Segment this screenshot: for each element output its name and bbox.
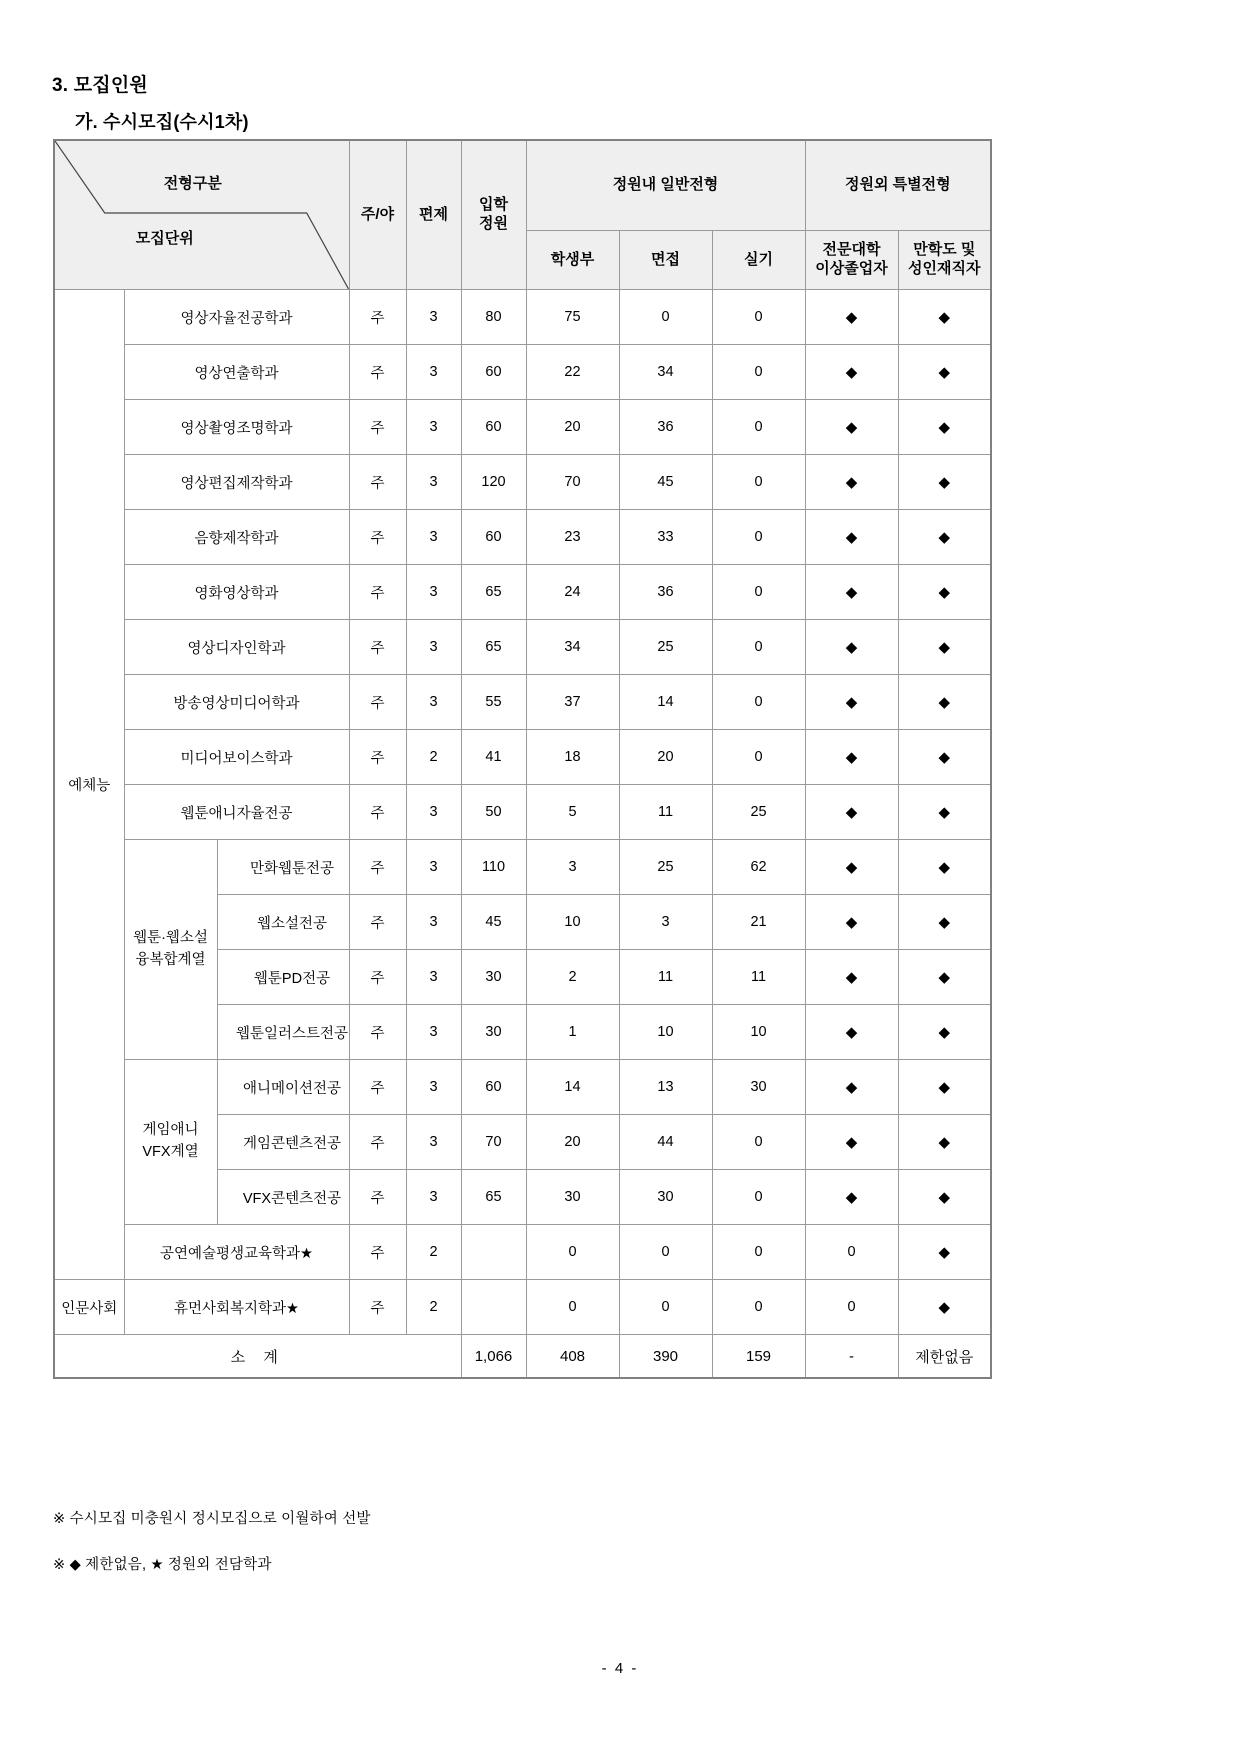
school-record-cell: 23 xyxy=(526,510,619,565)
adult-worker-cell: ◆ xyxy=(898,730,991,785)
header-college-graduate xyxy=(805,231,898,290)
interview-cell: 0 xyxy=(619,290,712,345)
years-cell: 3 xyxy=(406,290,461,345)
adult-worker-cell: ◆ xyxy=(898,1170,991,1225)
header-quota-line1: 입학 xyxy=(479,196,508,214)
day-night-cell: 주 xyxy=(349,345,406,400)
adult-worker-cell: ◆ xyxy=(898,620,991,675)
practical-cell: 0 xyxy=(712,1115,805,1170)
years-cell: 2 xyxy=(406,730,461,785)
footnote-carryover: ※ 수시모집 미충원시 정시모집으로 이월하여 선발 xyxy=(53,1511,371,1527)
admissions-quota-table xyxy=(53,139,992,1379)
day-night-cell: 주 xyxy=(349,1280,406,1335)
interview-cell: 30 xyxy=(619,1170,712,1225)
day-night-cell: 주 xyxy=(349,400,406,455)
years-cell: 3 xyxy=(406,455,461,510)
subsection-heading: 가. 수시모집(수시1차) xyxy=(75,112,249,132)
practical-cell: 0 xyxy=(712,290,805,345)
quota-cell: 60 xyxy=(461,345,526,400)
table-row xyxy=(54,1280,991,1335)
table-row xyxy=(54,510,991,565)
day-night-cell: 주 xyxy=(349,290,406,345)
years-cell: 3 xyxy=(406,840,461,895)
header-college-graduate-line2: 이상졸업자 xyxy=(815,260,888,277)
interview-cell: 25 xyxy=(619,840,712,895)
header-college-graduate-line1: 전문대학 xyxy=(822,241,881,259)
group-cell-game-ani-vfx xyxy=(124,1060,217,1225)
years-cell: 2 xyxy=(406,1280,461,1335)
school-record-cell: 0 xyxy=(526,1280,619,1335)
practical-cell: 25 xyxy=(712,785,805,840)
practical-cell: 62 xyxy=(712,840,805,895)
unit-cell: 휴먼사회복지학과★ xyxy=(124,1280,349,1335)
adult-worker-cell: ◆ xyxy=(898,510,991,565)
header-practical: 실기 xyxy=(712,231,805,290)
header-school-record: 학생부 xyxy=(526,231,619,290)
college-graduate-cell: ◆ xyxy=(805,1115,898,1170)
college-graduate-cell: ◆ xyxy=(805,840,898,895)
practical-cell: 10 xyxy=(712,1005,805,1060)
years-cell: 3 xyxy=(406,1170,461,1225)
practical-cell: 11 xyxy=(712,950,805,1005)
unit-cell: 영상자율전공학과 xyxy=(124,290,349,345)
table-row xyxy=(54,730,991,785)
college-graduate-cell: ◆ xyxy=(805,455,898,510)
unit-cell: 영상디자인학과 xyxy=(124,620,349,675)
college-graduate-cell: 0 xyxy=(805,1225,898,1280)
adult-worker-cell: ◆ xyxy=(898,1115,991,1170)
adult-worker-cell: ◆ xyxy=(898,1280,991,1335)
school-record-cell: 20 xyxy=(526,400,619,455)
interview-cell: 20 xyxy=(619,730,712,785)
header-special-admission-group: 정원외 특별전형 xyxy=(805,140,991,231)
unit-cell: 애니메이션전공 xyxy=(217,1060,349,1115)
quota-cell: 55 xyxy=(461,675,526,730)
school-record-cell: 2 xyxy=(526,950,619,1005)
total-school-record-cell: 408 xyxy=(526,1335,619,1379)
group-label-line2: 융복합계열 xyxy=(135,951,206,968)
diagonal-divider-icon xyxy=(55,141,349,289)
quota-cell: 70 xyxy=(461,1115,526,1170)
unit-cell: 공연예술평생교육학과★ xyxy=(124,1225,349,1280)
years-cell: 3 xyxy=(406,785,461,840)
interview-cell: 34 xyxy=(619,345,712,400)
college-graduate-cell: ◆ xyxy=(805,510,898,565)
school-record-cell: 75 xyxy=(526,290,619,345)
years-cell: 3 xyxy=(406,565,461,620)
adult-worker-cell: ◆ xyxy=(898,950,991,1005)
unit-cell: 방송영상미디어학과 xyxy=(124,675,349,730)
quota-cell: 65 xyxy=(461,620,526,675)
quota-cell: 110 xyxy=(461,840,526,895)
day-night-cell: 주 xyxy=(349,565,406,620)
quota-cell: 60 xyxy=(461,1060,526,1115)
table-row xyxy=(54,785,991,840)
quota-cell: 30 xyxy=(461,950,526,1005)
years-cell: 3 xyxy=(406,1060,461,1115)
header-adult-worker-line1: 만학도 및 xyxy=(913,241,976,259)
quota-cell: 50 xyxy=(461,785,526,840)
unit-cell: 게임콘텐츠전공 xyxy=(217,1115,349,1170)
adult-worker-cell: ◆ xyxy=(898,840,991,895)
school-record-cell: 0 xyxy=(526,1225,619,1280)
years-cell: 3 xyxy=(406,620,461,675)
group-label-line2: VFX계열 xyxy=(142,1144,199,1160)
header-label-recruit-unit: 모집단위 xyxy=(135,230,194,247)
college-graduate-cell: ◆ xyxy=(805,1170,898,1225)
adult-worker-cell: ◆ xyxy=(898,1060,991,1115)
school-record-cell: 3 xyxy=(526,840,619,895)
total-college-graduate-cell: - xyxy=(805,1335,898,1379)
table-row xyxy=(54,345,991,400)
section-heading: 3. 모집인원 xyxy=(52,75,148,96)
category-cell-arts: 예체능 xyxy=(54,290,124,1280)
unit-cell: 음향제작학과 xyxy=(124,510,349,565)
quota-cell: 41 xyxy=(461,730,526,785)
college-graduate-cell: ◆ xyxy=(805,730,898,785)
interview-cell: 44 xyxy=(619,1115,712,1170)
group-label-line1: 웹툰·웹소설 xyxy=(133,929,208,946)
quota-cell: 60 xyxy=(461,510,526,565)
day-night-cell: 주 xyxy=(349,840,406,895)
college-graduate-cell: ◆ xyxy=(805,400,898,455)
practical-cell: 30 xyxy=(712,1060,805,1115)
practical-cell: 0 xyxy=(712,1225,805,1280)
school-record-cell: 1 xyxy=(526,1005,619,1060)
header-quota-line2: 정원 xyxy=(479,215,508,232)
school-record-cell: 34 xyxy=(526,620,619,675)
practical-cell: 0 xyxy=(712,345,805,400)
practical-cell: 21 xyxy=(712,895,805,950)
day-night-cell: 주 xyxy=(349,785,406,840)
adult-worker-cell: ◆ xyxy=(898,455,991,510)
years-cell: 3 xyxy=(406,950,461,1005)
years-cell: 3 xyxy=(406,510,461,565)
adult-worker-cell: ◆ xyxy=(898,1005,991,1060)
interview-cell: 33 xyxy=(619,510,712,565)
college-graduate-cell: ◆ xyxy=(805,620,898,675)
unit-cell: VFX콘텐츠전공 xyxy=(217,1170,349,1225)
years-cell: 3 xyxy=(406,400,461,455)
header-years: 편제 xyxy=(406,140,461,290)
unit-cell: 웹툰애니자율전공 xyxy=(124,785,349,840)
school-record-cell: 10 xyxy=(526,895,619,950)
years-cell: 3 xyxy=(406,895,461,950)
practical-cell: 0 xyxy=(712,1280,805,1335)
years-cell: 3 xyxy=(406,345,461,400)
practical-cell: 0 xyxy=(712,510,805,565)
quota-cell xyxy=(461,1280,526,1335)
day-night-cell: 주 xyxy=(349,1225,406,1280)
adult-worker-cell: ◆ xyxy=(898,1225,991,1280)
school-record-cell: 18 xyxy=(526,730,619,785)
interview-cell: 25 xyxy=(619,620,712,675)
school-record-cell: 24 xyxy=(526,565,619,620)
practical-cell: 0 xyxy=(712,620,805,675)
college-graduate-cell: ◆ xyxy=(805,950,898,1005)
header-quota xyxy=(461,140,526,290)
practical-cell: 0 xyxy=(712,400,805,455)
years-cell: 3 xyxy=(406,1115,461,1170)
interview-cell: 11 xyxy=(619,785,712,840)
college-graduate-cell: ◆ xyxy=(805,675,898,730)
interview-cell: 36 xyxy=(619,400,712,455)
quota-cell xyxy=(461,1225,526,1280)
table-row xyxy=(54,565,991,620)
adult-worker-cell: ◆ xyxy=(898,400,991,455)
college-graduate-cell: ◆ xyxy=(805,565,898,620)
interview-cell: 13 xyxy=(619,1060,712,1115)
years-cell: 3 xyxy=(406,1005,461,1060)
table-row xyxy=(54,290,991,345)
years-cell: 2 xyxy=(406,1225,461,1280)
day-night-cell: 주 xyxy=(349,1170,406,1225)
day-night-cell: 주 xyxy=(349,455,406,510)
day-night-cell: 주 xyxy=(349,950,406,1005)
table-row xyxy=(54,400,991,455)
college-graduate-cell: ◆ xyxy=(805,1060,898,1115)
college-graduate-cell: ◆ xyxy=(805,1005,898,1060)
quota-cell: 65 xyxy=(461,565,526,620)
day-night-cell: 주 xyxy=(349,730,406,785)
adult-worker-cell: ◆ xyxy=(898,675,991,730)
unit-cell: 미디어보이스학과 xyxy=(124,730,349,785)
college-graduate-cell: 0 xyxy=(805,1280,898,1335)
college-graduate-cell: ◆ xyxy=(805,345,898,400)
header-day-night: 주/야 xyxy=(349,140,406,290)
table-row xyxy=(54,840,991,895)
total-quota-cell: 1,066 xyxy=(461,1335,526,1379)
table-row xyxy=(54,455,991,510)
unit-cell: 영상연출학과 xyxy=(124,345,349,400)
day-night-cell: 주 xyxy=(349,1115,406,1170)
interview-cell: 0 xyxy=(619,1225,712,1280)
interview-cell: 3 xyxy=(619,895,712,950)
unit-cell: 영상편집제작학과 xyxy=(124,455,349,510)
day-night-cell: 주 xyxy=(349,675,406,730)
total-adult-worker-cell: 제한없음 xyxy=(898,1335,991,1379)
header-adult-worker-line2: 성인재직자 xyxy=(908,260,981,277)
unit-cell: 만화웹툰전공 xyxy=(217,840,349,895)
interview-cell: 36 xyxy=(619,565,712,620)
practical-cell: 0 xyxy=(712,1170,805,1225)
school-record-cell: 30 xyxy=(526,1170,619,1225)
table-row xyxy=(54,1060,991,1115)
header-label-admission-type: 전형구분 xyxy=(163,175,222,192)
unit-cell: 영화영상학과 xyxy=(124,565,349,620)
adult-worker-cell: ◆ xyxy=(898,785,991,840)
quota-cell: 120 xyxy=(461,455,526,510)
college-graduate-cell: ◆ xyxy=(805,895,898,950)
interview-cell: 14 xyxy=(619,675,712,730)
header-interview: 면접 xyxy=(619,231,712,290)
table-row xyxy=(54,1225,991,1280)
adult-worker-cell: ◆ xyxy=(898,290,991,345)
quota-cell: 65 xyxy=(461,1170,526,1225)
table-row xyxy=(54,675,991,730)
unit-cell: 웹툰일러스트전공 xyxy=(217,1005,349,1060)
interview-cell: 45 xyxy=(619,455,712,510)
unit-cell: 웹소설전공 xyxy=(217,895,349,950)
school-record-cell: 37 xyxy=(526,675,619,730)
college-graduate-cell: ◆ xyxy=(805,785,898,840)
interview-cell: 10 xyxy=(619,1005,712,1060)
school-record-cell: 14 xyxy=(526,1060,619,1115)
practical-cell: 0 xyxy=(712,730,805,785)
table-header xyxy=(54,140,991,290)
total-label-cell: 소 계 xyxy=(54,1335,461,1379)
school-record-cell: 5 xyxy=(526,785,619,840)
adult-worker-cell: ◆ xyxy=(898,895,991,950)
adult-worker-cell: ◆ xyxy=(898,345,991,400)
practical-cell: 0 xyxy=(712,565,805,620)
quota-cell: 45 xyxy=(461,895,526,950)
school-record-cell: 20 xyxy=(526,1115,619,1170)
day-night-cell: 주 xyxy=(349,1005,406,1060)
unit-cell: 영상촬영조명학과 xyxy=(124,400,349,455)
footnote-symbols: ※ ◆ 제한없음, ★ 정원외 전담학과 xyxy=(53,1557,272,1573)
corner-header-cell xyxy=(54,140,349,290)
years-cell: 3 xyxy=(406,675,461,730)
table-row xyxy=(54,620,991,675)
college-graduate-cell: ◆ xyxy=(805,290,898,345)
total-practical-cell: 159 xyxy=(712,1335,805,1379)
adult-worker-cell: ◆ xyxy=(898,565,991,620)
header-adult-worker xyxy=(898,231,991,290)
day-night-cell: 주 xyxy=(349,620,406,675)
total-interview-cell: 390 xyxy=(619,1335,712,1379)
interview-cell: 11 xyxy=(619,950,712,1005)
day-night-cell: 주 xyxy=(349,895,406,950)
practical-cell: 0 xyxy=(712,455,805,510)
quota-cell: 30 xyxy=(461,1005,526,1060)
quota-cell: 80 xyxy=(461,290,526,345)
table-total-row xyxy=(54,1335,991,1379)
day-night-cell: 주 xyxy=(349,510,406,565)
group-label-line1: 게임애니 xyxy=(142,1122,199,1139)
day-night-cell: 주 xyxy=(349,1060,406,1115)
category-cell-humanities: 인문사회 xyxy=(54,1280,124,1335)
group-cell-webtoon-webnovel xyxy=(124,840,217,1060)
page-number: - 4 - xyxy=(601,1660,639,1677)
quota-cell: 60 xyxy=(461,400,526,455)
school-record-cell: 22 xyxy=(526,345,619,400)
school-record-cell: 70 xyxy=(526,455,619,510)
interview-cell: 0 xyxy=(619,1280,712,1335)
header-general-admission-group: 정원내 일반전형 xyxy=(526,140,805,231)
table-body xyxy=(54,290,991,1379)
unit-cell: 웹툰PD전공 xyxy=(217,950,349,1005)
practical-cell: 0 xyxy=(712,675,805,730)
